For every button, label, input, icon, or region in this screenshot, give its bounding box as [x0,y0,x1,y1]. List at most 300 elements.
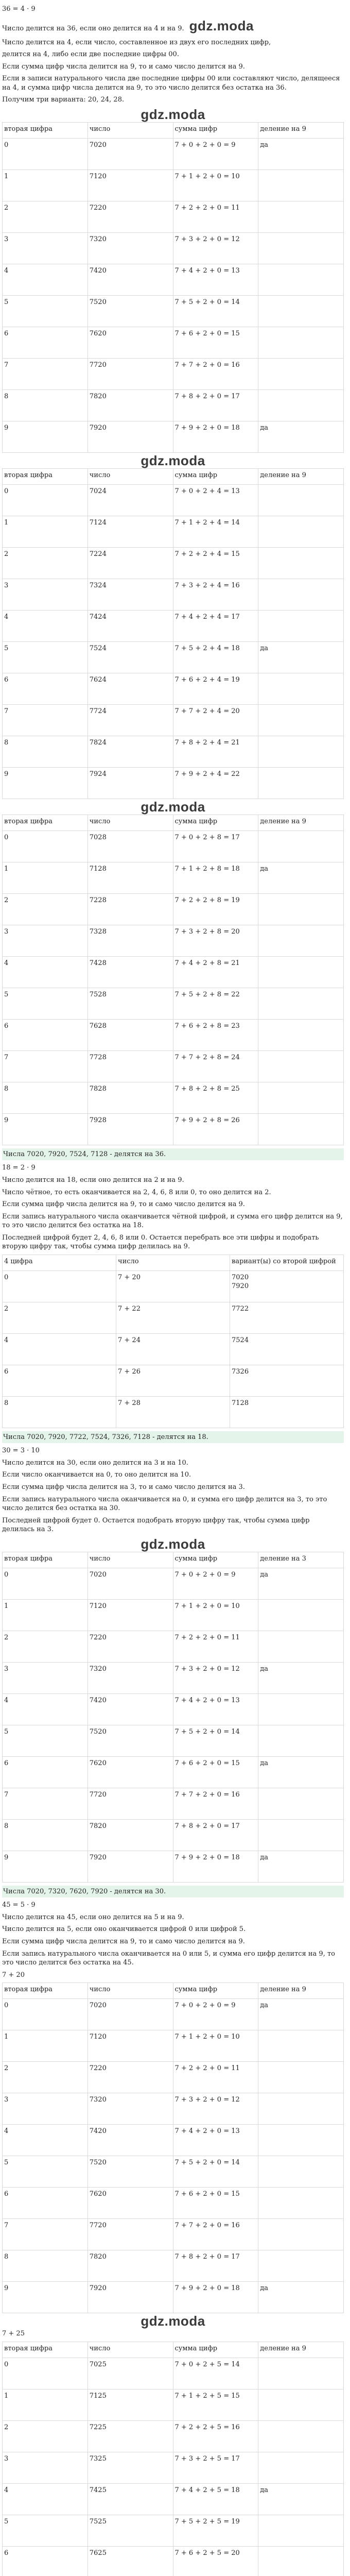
table-cell [258,1788,344,1819]
table-cell: 7524 [87,641,173,673]
column-header: деление на 9 [258,815,344,831]
table-header-row [3,815,344,831]
table-cell: 0 [3,1270,116,1302]
table-cell [258,1819,344,1851]
table-cell: да [258,2282,344,2313]
table-cell: 7 + 20 [116,1270,230,1302]
table-cell: 3 [3,232,88,264]
table-row [3,988,344,1019]
table-cell: 7428 [87,956,173,988]
table-45-20 [2,1982,344,2313]
table-cell: 7 + 0 + 2 + 0 = 9 [173,138,258,170]
table-cell: да [258,138,344,170]
table-cell: 5 [3,988,88,1019]
table-row [3,201,344,232]
table-cell: 7620 [87,1756,173,1788]
table-cell: 7 + 5 + 2 + 0 = 14 [173,295,258,327]
table-row [3,2030,344,2062]
table-header-row [3,1552,344,1568]
table-cell [258,988,344,1019]
table-cell: 7624 [87,673,173,704]
table-cell: 8 [3,2250,88,2282]
table-cell [258,2188,344,2219]
table-cell: 3 [3,925,88,956]
table-cell [258,201,344,232]
table-cell: 7520 [87,2156,173,2188]
table-row [3,579,344,610]
table-cell: 7320 [87,1662,173,1693]
table-row [3,484,344,516]
table-row [3,2483,344,2515]
column-header: число [87,1552,173,1568]
table-cell [258,1050,344,1082]
table-cell: 7 + 0 + 2 + 4 = 13 [173,484,258,516]
table-cell [258,2156,344,2188]
table-cell: 7 + 6 + 2 + 5 = 20 [173,2546,258,2576]
table-cell: 7 + 7 + 2 + 4 = 20 [173,704,258,736]
table-cell: 9 [3,1113,88,1145]
table-row [3,1662,344,1693]
table-row [3,1788,344,1819]
table-row [3,1851,344,1882]
table-cell: 1 [3,2389,88,2420]
column-header: вторая цифра [3,2342,88,2358]
table-cell [258,1693,344,1725]
table-cell: 7 + 4 + 2 + 0 = 13 [173,264,258,295]
table-cell [258,389,344,421]
table-cell: 7024 [87,484,173,516]
table-cell: 7 + 24 [116,1333,230,1365]
table-cell: 7 + 3 + 2 + 0 = 12 [173,232,258,264]
paragraph: Число делится на 30, если оно делится на 3 и на 10. [2,1459,188,1467]
column-header: деление на 9 [258,122,344,138]
paragraph: Если в записи натурального числа две последние цифры 00 или составляют число, делящееся на 4, и сумма цифр числа делится на 9, то это число делится без остатка на 36. [2,75,340,92]
table-row [3,421,344,452]
table-cell: 7722 [230,1302,344,1333]
watermark: gdz.moda [141,1536,205,1552]
table-cell: 7620 [87,327,173,358]
paragraph: Число делится на 45, если оно делится на 5 и на 9. [2,1913,184,1921]
table-cell: 7325 [87,2452,173,2483]
table-cell: 7 + 1 + 2 + 0 = 10 [173,1599,258,1631]
table-cell: 7 + 6 + 2 + 8 = 23 [173,1019,258,1050]
table-cell: 7 [3,358,88,389]
paragraph: Если сумма цифр числа делится на 9, то и само число делится на 9. [2,62,245,71]
table-cell: 7128 [230,1396,344,1428]
table-cell: 5 [3,295,88,327]
column-header: сумма цифр [173,1983,258,1999]
table-cell [258,2219,344,2250]
table-cell: 7 + 6 + 2 + 0 = 15 [173,1756,258,1788]
table-cell: 7 + 8 + 2 + 0 = 17 [173,1819,258,1851]
column-header: 4 цифра [3,1255,116,1270]
table-cell: 7720 [87,2219,173,2250]
table-cell: 7 + 3 + 2 + 4 = 16 [173,579,258,610]
table-cell [258,1082,344,1113]
table-row [3,1725,344,1756]
table-cell: 7 + 1 + 2 + 0 = 10 [173,2030,258,2062]
paragraph: Последней цифрой будет 0. Остается подобрать вторую цифру так, чтобы сумма цифр делилась на 3. [2,1516,310,1534]
table-45-25 [2,2342,344,2576]
table-cell: 7620 [87,2188,173,2219]
table-cell: 7528 [87,988,173,1019]
table-cell: 0 [3,138,88,170]
column-header: сумма цифр [173,1552,258,1568]
table-cell: 3 [3,579,88,610]
table-cell [258,295,344,327]
table-cell: 0 [3,1999,88,2030]
table-cell: 7 + 1 + 2 + 0 = 10 [173,170,258,201]
table-cell: 7525 [87,2515,173,2546]
table-row [3,925,344,956]
table-row [3,2546,344,2576]
table-cell: 9 [3,1851,88,1882]
table-row [3,956,344,988]
paragraph: Если запись натурального числа оканчивается на 0 или 5, и сумма его цифр делится на 9, то это число делится без остатка на 45. [2,1950,335,1967]
table-cell: 7 [3,2219,88,2250]
table-header-row [3,468,344,484]
table-cell: 7324 [87,579,173,610]
table-cell [258,610,344,641]
table-row [3,893,344,925]
table-cell: 7 + 9 + 2 + 4 = 22 [173,767,258,799]
table-row [3,1756,344,1788]
table-36-28 [2,815,344,1145]
table-cell: 7420 [87,1693,173,1725]
table-cell [258,547,344,579]
table-cell [258,358,344,389]
table-cell: 4 [3,2483,88,2515]
table-cell: 7 + 2 + 2 + 4 = 15 [173,547,258,579]
table-cell: 7720 [87,1788,173,1819]
watermark: gdz.moda [141,799,205,815]
table-row [3,1019,344,1050]
table-cell: да [258,1756,344,1788]
table-cell: 1 [3,862,88,893]
table-cell: 6 [3,1756,88,1788]
table-cell: 7225 [87,2420,173,2452]
table-cell: 7 + 3 + 2 + 8 = 20 [173,925,258,956]
table-cell: 7120 [87,2030,173,2062]
table-cell [258,327,344,358]
table-cell: 0 [3,1568,88,1599]
table-cell: 6 [3,2188,88,2219]
table-row [3,1113,344,1145]
table-cell [258,2358,344,2389]
table-row [3,1302,344,1333]
table-header-row [3,1983,344,1999]
table-cell: 7228 [87,893,173,925]
table-cell [258,2515,344,2546]
table-row [3,1333,344,1365]
column-header: деление на 3 [258,1552,344,1568]
table-cell: 7020 [87,138,173,170]
table-row [3,1396,344,1428]
table-cell: да [258,1999,344,2030]
table-cell: 7 + 5 + 2 + 5 = 19 [173,2515,258,2546]
table-cell: 7424 [87,610,173,641]
table-cell [258,1113,344,1145]
table-cell: 8 [3,1396,116,1428]
column-header: вторая цифра [3,122,88,138]
table-cell: 7 + 9 + 2 + 0 = 18 [173,1851,258,1882]
table-36-20 [2,122,344,453]
table-row [3,1599,344,1631]
table-row [3,2062,344,2093]
column-header: число [87,815,173,831]
paragraph: Получим три варианта: 20, 24, 28. [2,96,125,104]
table-cell: 7420 [87,2125,173,2156]
table-cell: 7128 [87,862,173,893]
table-cell: 7 + 7 + 2 + 0 = 16 [173,2219,258,2250]
table-row [3,2515,344,2546]
table-cell: 7 [3,1050,88,1082]
table-cell: 7 + 0 + 2 + 0 = 9 [173,1568,258,1599]
table-cell: 4 [3,610,88,641]
table-cell: 7 + 2 + 2 + 8 = 19 [173,893,258,925]
table-cell [258,673,344,704]
table-cell: 1 [3,2030,88,2062]
table-30 [2,1552,344,1883]
table-row [3,641,344,673]
table-cell: 0 [3,484,88,516]
table-row [3,2250,344,2282]
section-36-title: 36 = 4 · 9 [2,5,36,13]
table-cell: 7 + 7 + 2 + 0 = 16 [173,1788,258,1819]
watermark: gdz.moda [189,18,254,33]
table-cell: 7 + 9 + 2 + 0 = 18 [173,2282,258,2313]
table-row [3,547,344,579]
table-cell: 7 + 4 + 2 + 8 = 21 [173,956,258,988]
paragraph: Число делится на 18, если оно делится на 2 и на 9. [2,1176,184,1184]
table-cell [258,704,344,736]
table-cell: 7820 [87,1819,173,1851]
paragraph: Число делится на 36, если оно делится на 4 и на 9. gdz.moda [2,17,344,35]
paragraph: Число делится на 5, если оно оканчивается цифрой 0 или цифрой 5. [2,1925,246,1934]
table-cell: 7920 [87,2282,173,2313]
column-header: число [116,1255,230,1270]
paragraph: Если сумма цифр числа делится на 9, то и само число делится на 9. [2,1200,245,1209]
table-cell: 7 + 26 [116,1365,230,1396]
column-header: число [87,468,173,484]
table-cell: 7 + 4 + 2 + 0 = 13 [173,2125,258,2156]
table-row [3,1568,344,1599]
table-row [3,1050,344,1082]
paragraph: Если сумма цифр числа делится на 9, то и само число делится на 9. [2,1937,245,1945]
paragraph: Число делится на 4, если число, составленное из двух его последних цифр, [2,38,271,46]
table-cell: 1 [3,170,88,201]
table-cell: 5 [3,641,88,673]
column-header: деление на 9 [258,468,344,484]
table-cell: 2 [3,1631,88,1662]
table-cell [258,2125,344,2156]
table-cell: 5 [3,2156,88,2188]
table-cell [258,264,344,295]
table-cell [258,2093,344,2125]
table-cell: 7924 [87,767,173,799]
section-45-title: 45 = 5 · 9 [2,1901,36,1909]
watermark: gdz.moda [141,452,205,468]
table-row [3,1365,344,1396]
table-cell: 7920 [87,421,173,452]
table-cell: 4 [3,1693,88,1725]
table-cell: 7 + 5 + 2 + 0 = 14 [173,2156,258,2188]
table-cell [258,516,344,547]
table-cell: да [258,2483,344,2515]
column-header: деление на 9 [258,2342,344,2358]
table-cell: 7 + 7 + 2 + 0 = 16 [173,358,258,389]
answer-18: Числа 7020, 7920, 7722, 7524, 7326, 7128 - делятся на 18. [2,1431,344,1444]
table-row [3,2156,344,2188]
table-cell [258,2062,344,2093]
table-cell [258,1019,344,1050]
table-cell: да [258,421,344,452]
paragraph: делится на 4, либо если две последние цифры 00. [2,50,179,59]
table-cell: 7220 [87,201,173,232]
table-cell: 2 [3,2420,88,2452]
table-row [3,2358,344,2389]
table-row [3,2389,344,2420]
table-row [3,2093,344,2125]
table-row [3,2125,344,2156]
table-cell [258,767,344,799]
subheading: 7 + 20 [2,1971,25,1979]
table-cell: 7420 [87,264,173,295]
section-30-title: 30 = 3 · 10 [2,1447,40,1455]
column-header: сумма цифр [173,468,258,484]
table-row [3,138,344,170]
table-row [3,1270,344,1302]
table-row [3,516,344,547]
table-cell [258,484,344,516]
table-cell: 7 + 9 + 2 + 8 = 26 [173,1113,258,1145]
table-cell: 4 [3,956,88,988]
column-header: сумма цифр [173,815,258,831]
subheading: 7 + 25 [2,2330,25,2338]
table-cell: 7 + 3 + 2 + 0 = 12 [173,2093,258,2125]
table-cell: 8 [3,1082,88,1113]
table-36-24 [2,468,344,799]
table-cell: 6 [3,327,88,358]
table-cell: 9 [3,2282,88,2313]
table-cell: 7 + 6 + 2 + 0 = 15 [173,327,258,358]
table-cell: 8 [3,736,88,767]
table-row [3,264,344,295]
table-row [3,1631,344,1662]
table-cell [258,1631,344,1662]
column-header: число [87,1983,173,1999]
table-cell: 7 + 5 + 2 + 8 = 22 [173,988,258,1019]
table-row [3,2452,344,2483]
table-row [3,1999,344,2030]
table-cell [258,736,344,767]
table-cell: 7 + 1 + 2 + 5 = 15 [173,2389,258,2420]
column-header: вторая цифра [3,468,88,484]
table-cell [258,2389,344,2420]
table-cell [258,2250,344,2282]
table-18 [2,1255,344,1428]
column-header: вторая цифра [3,1552,88,1568]
table-cell: 5 [3,2515,88,2546]
table-cell: 2 [3,547,88,579]
table-cell: 2 [3,201,88,232]
table-row [3,862,344,893]
table-row [3,673,344,704]
table-cell: да [258,1851,344,1882]
table-cell: 7 + 4 + 2 + 0 = 13 [173,1693,258,1725]
table-cell: 7 + 1 + 2 + 4 = 14 [173,516,258,547]
table-cell: 7 + 2 + 2 + 0 = 11 [173,1631,258,1662]
section-18-title: 18 = 2 · 9 [2,1164,36,1172]
table-cell: 7020 [87,1568,173,1599]
table-cell [258,1599,344,1631]
table-cell: 7 + 1 + 2 + 8 = 18 [173,862,258,893]
table-row [3,1693,344,1725]
table-cell: 7920 [87,1851,173,1882]
table-cell: 0 [3,2358,88,2389]
table-cell: 7224 [87,547,173,579]
table-cell: 6 [3,1019,88,1050]
table-cell: 7220 [87,1631,173,1662]
table-cell: 7020 [87,1999,173,2030]
table-cell: 7625 [87,2546,173,2576]
table-header-row [3,1255,344,1270]
table-cell: 7824 [87,736,173,767]
table-cell: 7524 [230,1333,344,1365]
answer-36: Числа 7020, 7920, 7524, 7128 - делятся на 36. [2,1148,344,1161]
table-cell: 7 + 8 + 2 + 4 = 21 [173,736,258,767]
table-cell: 7 + 22 [116,1302,230,1333]
table-cell [258,893,344,925]
table-cell [258,232,344,264]
table-row [3,767,344,799]
table-row [3,831,344,862]
table-cell: 7125 [87,2389,173,2420]
table-cell [258,579,344,610]
table-cell: 3 [3,1662,88,1693]
table-row [3,327,344,358]
table-cell [258,2420,344,2452]
table-cell: 7 + 0 + 2 + 8 = 17 [173,831,258,862]
table-cell: 7928 [87,1113,173,1145]
table-row [3,2282,344,2313]
table-cell: 7025 [87,2358,173,2389]
table-cell: 7 + 8 + 2 + 0 = 17 [173,2250,258,2282]
table-cell [258,925,344,956]
table-cell: 2 [3,2062,88,2093]
table-cell: 7520 [87,1725,173,1756]
table-cell: 7720 [87,358,173,389]
table-cell: 4 [3,1333,116,1365]
table-row [3,2219,344,2250]
column-header: число [87,2342,173,2358]
table-cell: 2 [3,1302,116,1333]
table-cell: 9 [3,421,88,452]
table-cell: 7220 [87,2062,173,2093]
table-row [3,1082,344,1113]
column-header: число [87,122,173,138]
table-row [3,232,344,264]
table-row [3,736,344,767]
table-cell: 8 [3,1819,88,1851]
table-cell: 7 + 8 + 2 + 8 = 25 [173,1082,258,1113]
table-row [3,295,344,327]
table-cell: 7 + 0 + 2 + 5 = 14 [173,2358,258,2389]
table-header-row [3,122,344,138]
table-cell [258,170,344,201]
table-cell: 7 + 0 + 2 + 0 = 9 [173,1999,258,2030]
table-cell: 4 [3,2125,88,2156]
